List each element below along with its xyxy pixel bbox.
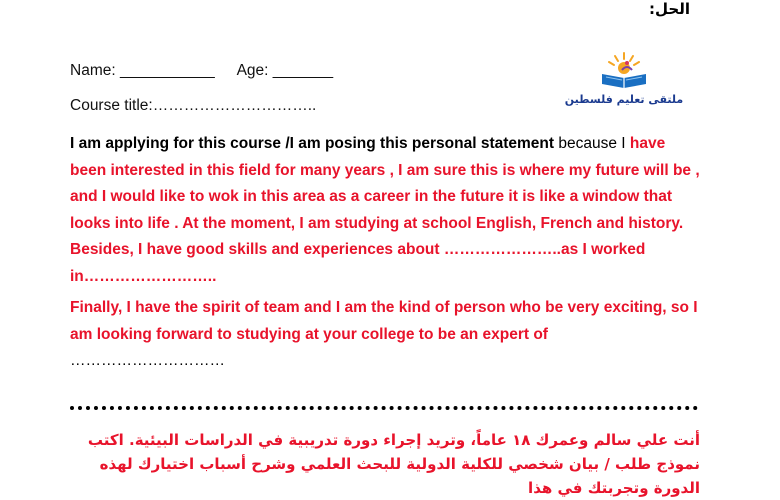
task-instructions: أنت علي سالم وعمرك ١٨ عاماً، وتريد إجراء دورة تدريبية في الدراسات البيئية. اكتب نموذج طلب / بيان شخصي للكلية الدولية للبحث العلمي وشرح أسباب اختيارك لهذه الدورة وتجربتك في هذا (87, 431, 700, 497)
statement-answer-2: Finally, I have the spirit of team and I am the kind of person who be very exciting, so I am looking forward to studying at your college to be an expert of (70, 299, 698, 343)
age-label: Age: (236, 62, 269, 79)
name-age-row (70, 62, 333, 80)
statement-because: because I (554, 135, 630, 152)
book-sun-logo-icon (598, 50, 650, 92)
course-title-row (70, 97, 316, 115)
statement-answer-2-blank: ………………………… (70, 352, 225, 369)
logo-text: ملتقى تعليم فلسطين (564, 93, 684, 106)
section-divider (70, 406, 698, 410)
name-label: Name: (70, 62, 116, 79)
logo (560, 50, 688, 114)
course-title-blank: ………………………….. (152, 97, 317, 114)
personal-statement-paragraph-2 (70, 295, 705, 375)
name-blank: ___________ (119, 62, 215, 79)
statement-answer-1: have been interested in this field for many years , I am sure this is where my future will be , and I would like to wok in this area as a career in the future it is like a window that looks into life . At the moment, I am studying at school English, French and history. Besides, I have good skills and experiences about …………………..as I worked in…………………….. (70, 135, 700, 285)
age-blank: _______ (272, 62, 334, 79)
personal-statement-paragraph-1 (70, 131, 705, 290)
statement-intro: I am applying for this course /I am posing this personal statement (70, 135, 555, 152)
solution-label: الحل: (649, 0, 690, 18)
course-title-label: Course title: (70, 97, 153, 114)
